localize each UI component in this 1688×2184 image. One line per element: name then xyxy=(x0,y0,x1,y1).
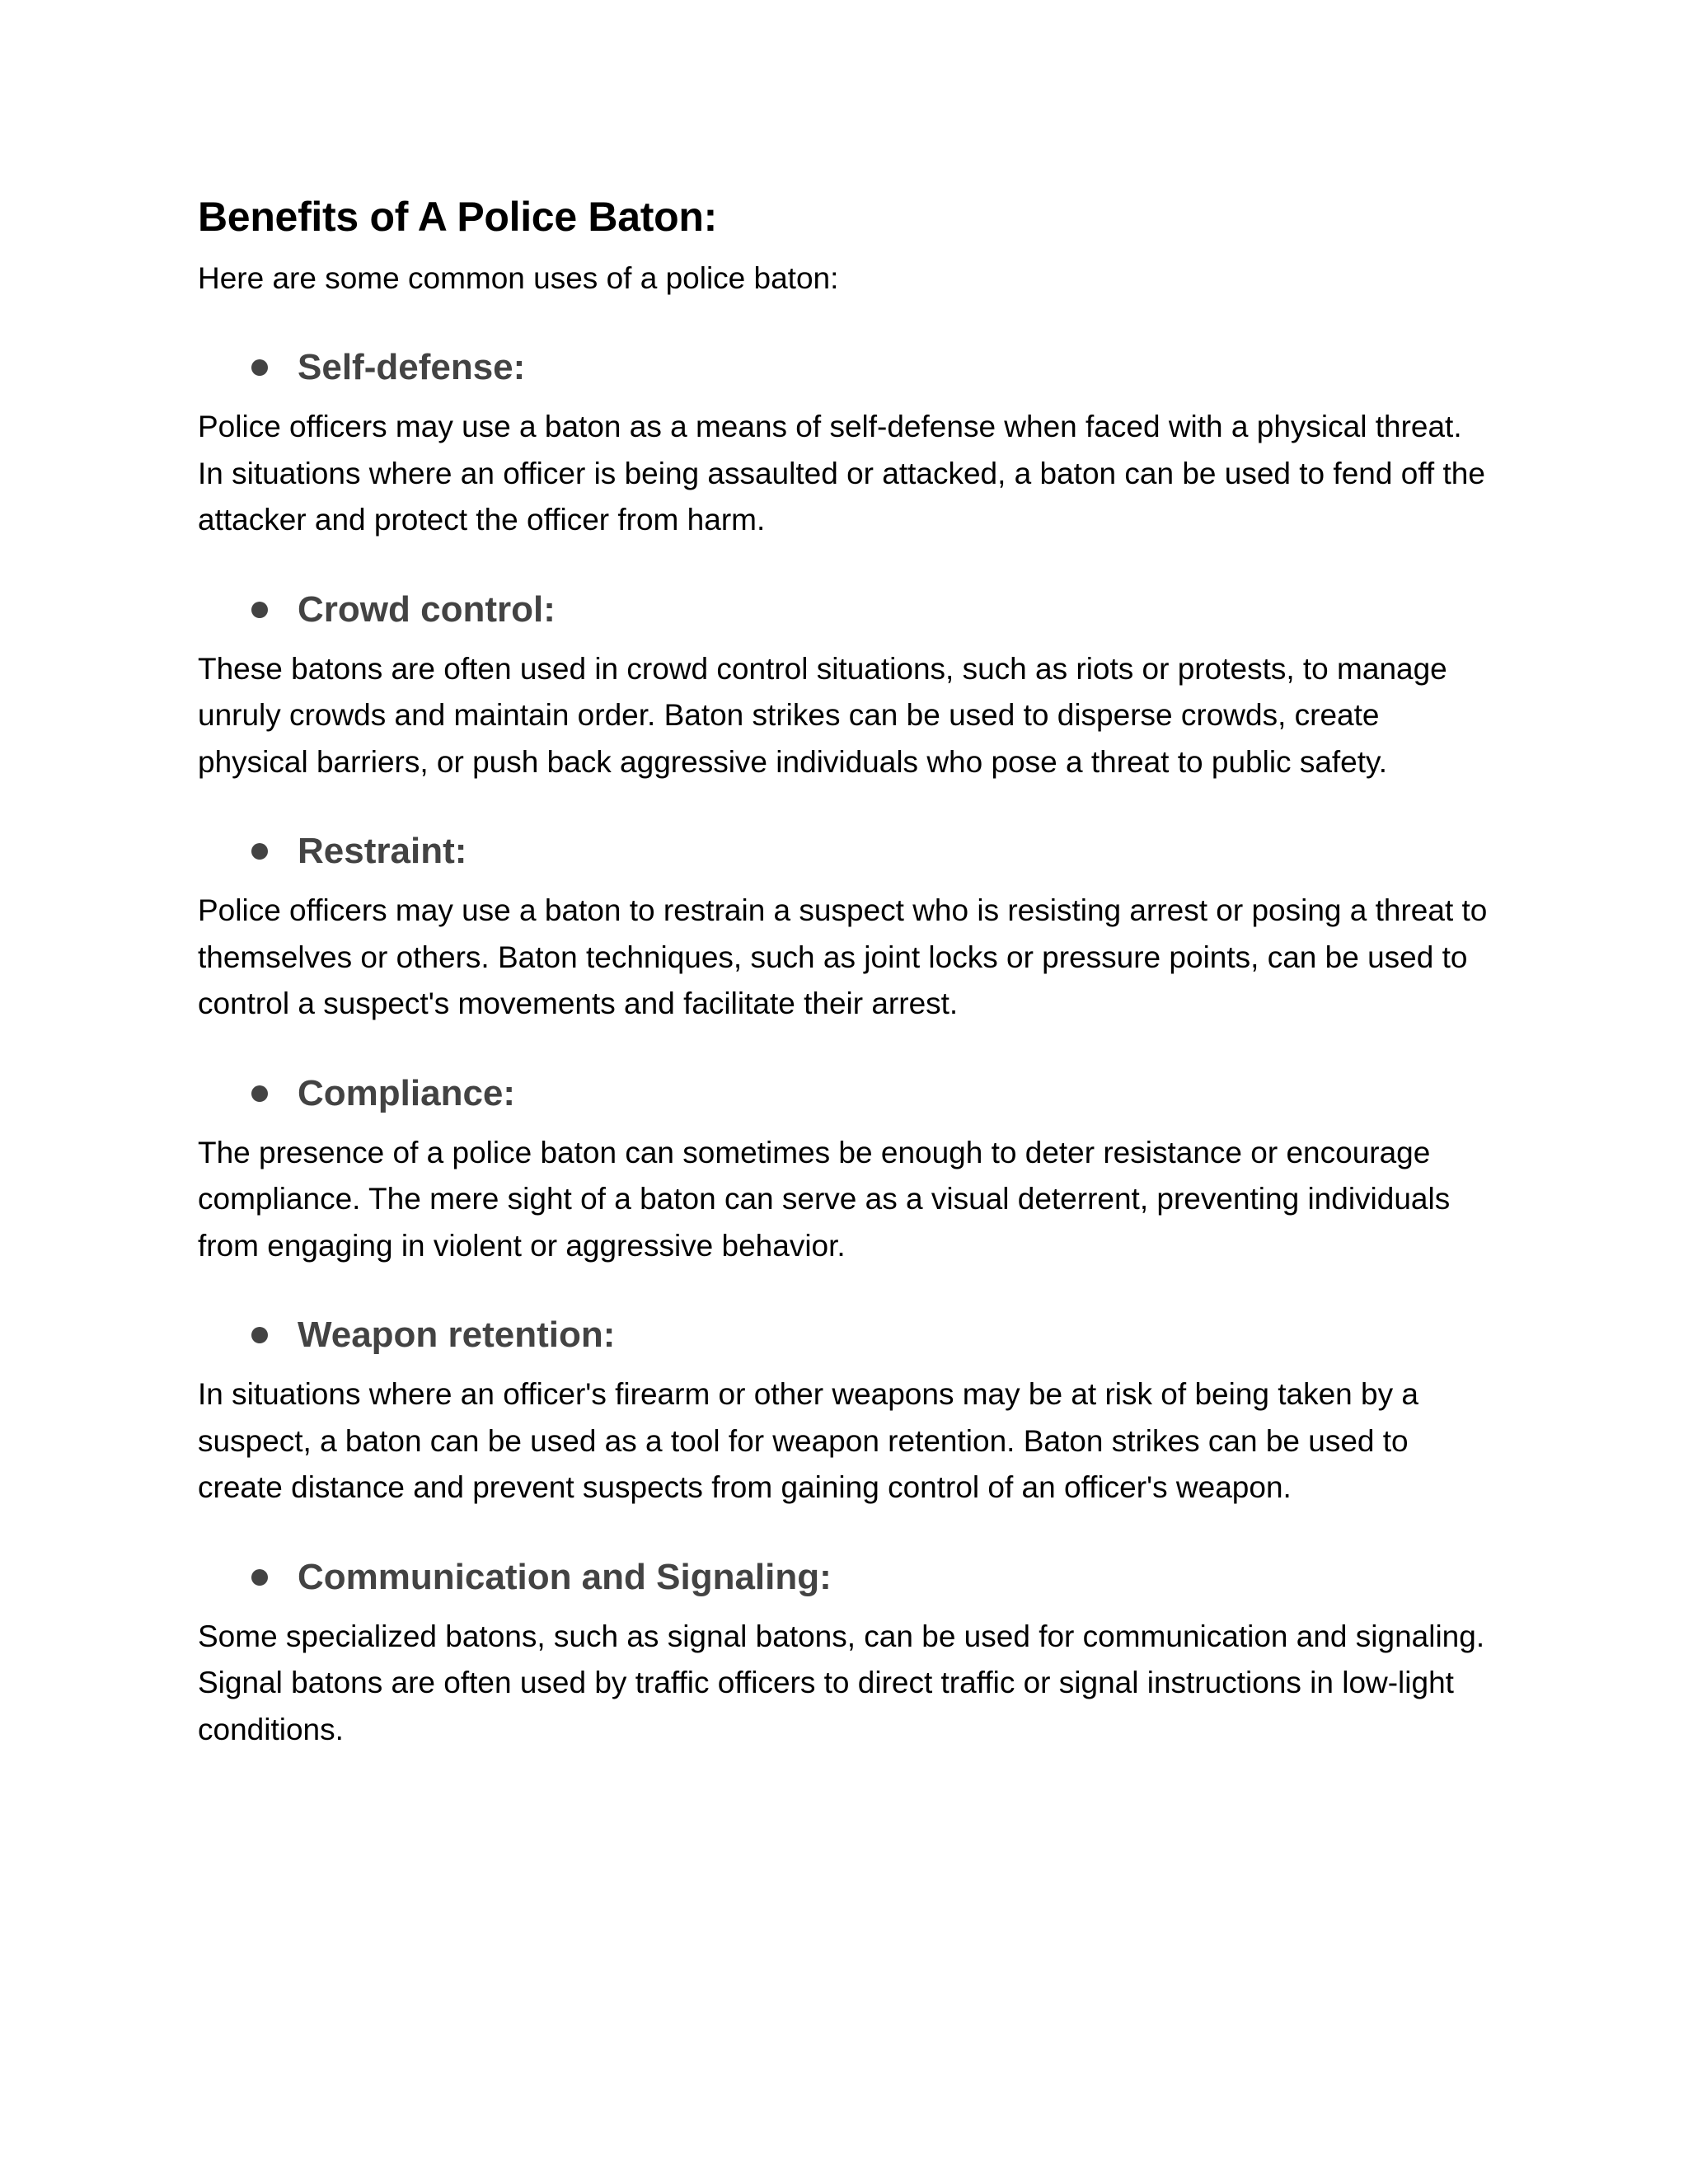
section-heading-text: Self-defense: xyxy=(298,347,526,387)
section-heading xyxy=(198,828,1500,874)
section-heading-text: Compliance: xyxy=(298,1072,516,1113)
section-heading xyxy=(198,344,1500,391)
bullet-dot-icon xyxy=(251,1085,268,1102)
section-heading-text: Communication and Signaling: xyxy=(298,1556,832,1597)
section-body: In situations where an officer's firearm or other weapons may be at risk of being taken by a suspect, a baton can be used as a tool for weapon retention. Baton strikes can be used to create distance and prevent suspects from gaining control of an officer's weapon. xyxy=(198,1377,1418,1504)
section-body: Police officers may use a baton to restrain a suspect who is resisting arrest or posing a threat to themselves or others. Baton techniques, such as joint locks or pressure points, can be used to control a suspect's movements and facilitate their arrest. xyxy=(198,893,1488,1020)
section-heading xyxy=(198,587,1500,633)
section-compliance xyxy=(198,1071,1500,1270)
bullet-dot-icon xyxy=(251,359,268,376)
section-heading xyxy=(198,1554,1500,1601)
bullet-dot-icon xyxy=(251,602,268,618)
section-heading-text: Weapon retention: xyxy=(298,1315,616,1355)
section-body: Some specialized batons, such as signal batons, can be used for communication and signaling. Signal batons are often used by traffic officers to direct traffic or signal instructions in low-light conditions. xyxy=(198,1619,1485,1746)
section-heading-text: Restraint: xyxy=(298,831,467,871)
bullet-dot-icon xyxy=(251,1327,268,1343)
section-body: These batons are often used in crowd control situations, such as riots or protests, to manage unruly crowds and maintain order. Baton strikes can be used to disperse crowds, create physical barriers, or push back aggressive individuals who pose a threat to public safety. xyxy=(198,651,1447,779)
section-heading xyxy=(198,1071,1500,1117)
section-communication-signaling xyxy=(198,1554,1500,1754)
section-heading-text: Crowd control: xyxy=(298,588,556,630)
document-title: Benefits of A Police Baton: xyxy=(198,194,717,240)
section-restraint xyxy=(198,828,1500,1028)
section-weapon-retention xyxy=(198,1312,1500,1511)
section-body: Police officers may use a baton as a means of self-defense when faced with a physical threat. In situations where an officer is being assaulted or attacked, a baton can be used to fend off the attacker and protect the officer from harm. xyxy=(198,410,1485,537)
document-page xyxy=(198,196,1500,1753)
bullet-dot-icon xyxy=(251,1569,268,1586)
section-self-defense xyxy=(198,344,1500,544)
section-crowd-control xyxy=(198,587,1500,786)
intro-paragraph: Here are some common uses of a police baton: xyxy=(198,261,839,295)
bullet-dot-icon xyxy=(251,843,268,860)
section-body: The presence of a police baton can sometimes be enough to deter resistance or encourage compliance. The mere sight of a baton can serve as a visual deterrent, preventing individuals from engaging in violent or aggressive behavior. xyxy=(198,1135,1451,1263)
section-heading xyxy=(198,1312,1500,1358)
